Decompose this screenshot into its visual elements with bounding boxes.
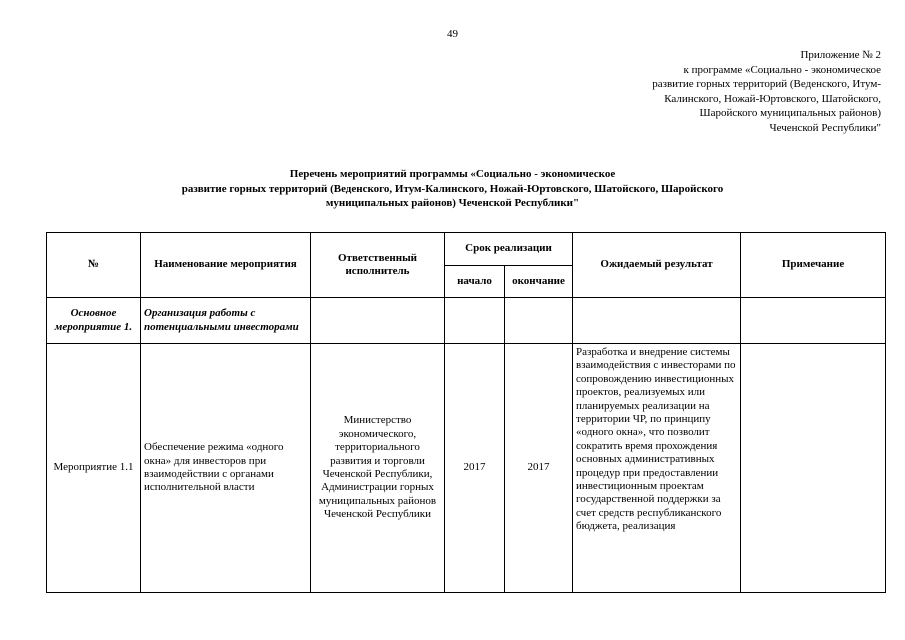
cell-start — [445, 298, 505, 344]
header-term: Срок реализации — [445, 233, 573, 266]
cell-note — [741, 344, 886, 593]
cell-executor — [311, 298, 445, 344]
document-title — [0, 167, 905, 211]
header-result: Ожидаемый результат — [573, 233, 741, 298]
header-note: Примечание — [741, 233, 886, 298]
header-name: Наименование мероприятия — [141, 233, 311, 298]
appendix-line: развитие горных территорий (Веденского, Итум- — [652, 78, 881, 91]
cell-result — [573, 344, 741, 593]
appendix-line: Чеченской Республики" — [769, 121, 881, 134]
cell-end — [505, 298, 573, 344]
cell-num: Основное мероприятие 1. — [47, 298, 141, 344]
page-number: 49 — [447, 28, 458, 40]
cell-result — [573, 298, 741, 344]
header-start: начало — [445, 266, 505, 298]
cell-start: 2017 — [445, 344, 505, 593]
title-line: Перечень мероприятий программы «Социально - экономическое — [289, 168, 616, 180]
table-row — [47, 298, 886, 344]
appendix-header — [541, 48, 881, 136]
appendix-line: Калинского, Ножай-Юртовского, Шатойского, — [664, 92, 881, 105]
header-executor: Ответственный исполнитель — [311, 233, 445, 298]
cell-note — [741, 298, 886, 344]
result-text: Разработка и внедрение системы взаимодействия с инвесторами по сопровождению инвестиционных проектов, реализуемых или планируемых реализации на территории ЧР, по принципу «одного окна», что позволит сократить время прохождения основных административных процедур при предоставлении инвестиционным проектам государственной поддержки за счет средств республиканского бюджета, реализация — [576, 346, 736, 533]
measures-table — [46, 232, 886, 593]
appendix-line: к программе «Социально - экономическое — [683, 63, 881, 76]
appendix-line: Шаройского муниципальных районов) — [699, 107, 881, 120]
title-line: муниципальных районов) Чеченской Республики" — [325, 197, 580, 209]
table-row — [47, 344, 886, 593]
header-num: № — [47, 233, 141, 298]
cell-name: Организация работы с потенциальными инвесторами — [141, 298, 311, 344]
cell-name: Обеспечение режима «одного окна» для инвесторов при взаимодействии с органами исполнительной власти — [141, 344, 311, 593]
header-row — [47, 233, 886, 266]
title-line: развитие горных территорий (Веденского, Итум-Калинского, Ножай-Юртовского, Шатойского, Шаройского — [181, 182, 724, 195]
header-end: окончание — [505, 266, 573, 298]
cell-executor: Министерство экономического, территориального развития и торговли Чеченской Республики, Администрации горных муниципальных районов Чеченской Республики — [311, 344, 445, 593]
appendix-line: Приложение № 2 — [800, 49, 881, 61]
cell-num: Мероприятие 1.1 — [47, 344, 141, 593]
cell-end: 2017 — [505, 344, 573, 593]
